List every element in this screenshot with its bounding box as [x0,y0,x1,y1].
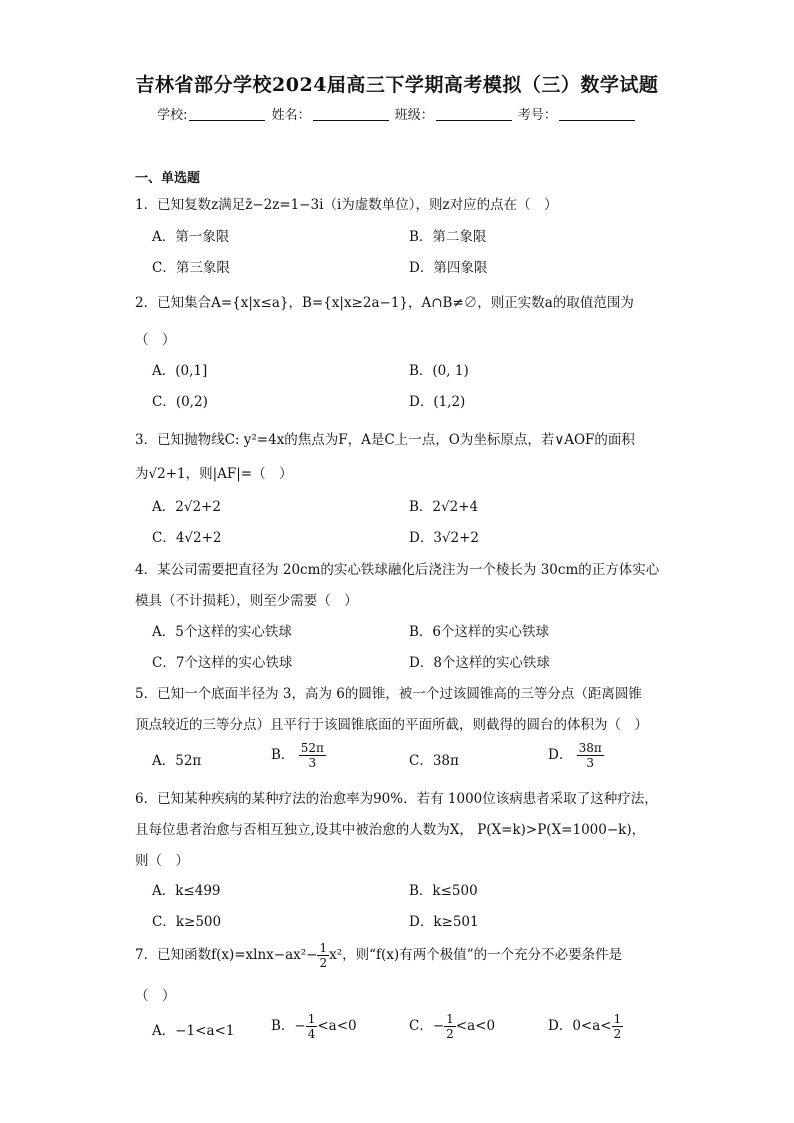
question-7-stem-fraction [317,941,329,970]
question-2-stem-line-2: （ ） [135,332,176,348]
exam-number-blank[interactable] [559,108,635,121]
question-5-stem-line-2: 顶点较近的三等分点）且平行于该圆锥底面的平面所截，则截得的圆台的体积为（ ） [135,717,648,733]
fraction-denominator: 2 [319,956,328,970]
fraction-denominator: 3 [308,756,317,770]
name-blank[interactable] [313,108,389,121]
question-2-option-a: A．(0,1] [152,363,208,379]
question-7-option-c-fraction [444,1012,456,1041]
question-7-option-a: A．−1<a<1 [152,1023,235,1039]
question-1-option-c: C．第三象限 [152,260,230,276]
name-label: 姓名： [271,108,311,123]
question-5-option-d-letter: D． [548,747,573,763]
question-7-option-b-suffix: <a<0 [317,1018,357,1034]
fraction-denominator: 2 [446,1027,454,1041]
question-7-option-b-prefix: B．− [271,1018,306,1034]
question-6-option-b: B．k≤500 [409,883,478,899]
exam-number-label: 考号： [517,108,557,123]
question-5-option-a: A．52π [152,753,202,769]
question-5-option-b-letter: B． [271,747,295,763]
question-5-stem-line-1: 5．已知一个底面半径为 3，高为 6的圆锥，被一个过该圆锥高的三等分点（距离圆锥 [135,686,642,702]
question-7-stem-part-1: 7．已知函数f(x)=xlnx−ax²− [135,947,318,963]
fraction-numerator: 1 [613,1012,622,1026]
question-3-stem-line-2: 为√2+1，则|AF|=（ ） [135,466,293,482]
question-6-option-c: C．k≥500 [152,914,222,930]
question-4-option-a: A．5个这样的实心铁球 [152,624,292,640]
fraction-denominator: 2 [613,1027,622,1041]
fraction-numerator: 1 [319,941,328,955]
class-blank[interactable] [436,108,512,121]
question-6-stem-line-1: 6．已知某种疾病的某种疗法的治愈率为90%．若有 1000位该病患者采取了这种疗法， [135,791,658,807]
question-7-option-c-suffix: <a<0 [455,1018,496,1034]
question-5-option-d [548,741,604,770]
question-6-stem-line-2: 且每位患者治愈与否相互独立,设其中被治愈的人数为X， P(X=k)>P(X=1000−k)， [135,822,646,838]
question-1-stem: 1．已知复数z满足z̄−2z=1−3i（i为虚数单位），则z对应的点在（ ） [135,197,558,213]
fraction-denominator: 4 [307,1027,316,1041]
question-3-stem-line-1: 3．已知抛物线C: y²=4x的焦点为F，A是C上一点，O为坐标原点，若∨AOF的面积 [135,432,635,448]
question-7-option-d [548,1012,623,1041]
question-7-option-c [409,1012,495,1041]
question-1-option-a: A．第一象限 [152,229,230,245]
school-label: 学校: [157,108,188,123]
question-4-option-b: B．6个这样的实心铁球 [409,624,550,640]
question-7-stem-line-1 [135,941,622,970]
fraction-numerator: 52π [300,741,324,755]
class-label: 班级： [394,108,434,123]
section-heading: 一、单选题 [135,171,201,186]
question-5-option-b-fraction [299,741,326,770]
question-3-option-a: A．2√2+2 [152,499,221,515]
question-4-stem-line-2: 模具（不计损耗），则至少需要（ ） [135,593,358,609]
question-2-option-c: C．(0,2) [152,394,208,410]
question-7-option-d-fraction [612,1012,624,1041]
fraction-numerator: 1 [446,1012,454,1026]
question-4-option-c: C．7个这样的实心铁球 [152,655,293,671]
question-4-option-d: D．8个这样的实心铁球 [409,655,550,671]
fraction-denominator: 3 [586,756,595,770]
question-4-stem-line-1: 4．某公司需要把直径为 20cm的实心铁球融化后浇注为一个棱长为 30cm的正方体实心 [135,562,660,578]
question-6-option-a: A．k≤499 [152,883,221,899]
question-7-stem-line-2: （ ） [135,988,176,1004]
question-7-option-b [271,1012,357,1041]
question-5-option-d-fraction [577,741,604,770]
question-7-option-b-fraction [306,1012,318,1041]
question-5-option-b [271,741,326,770]
question-7-stem-part-2: x²，则“f(x)有两个极值”的一个充分不必要条件是 [329,947,623,963]
question-6-stem-line-3: 则（ ） [135,853,189,869]
question-1-option-b: B．第二象限 [409,229,487,245]
school-blank[interactable] [189,108,265,121]
question-2-option-b: B．(0, 1) [409,363,469,379]
question-5-option-c: C．38π [409,753,459,769]
question-1-option-d: D．第四象限 [409,260,488,276]
student-info-line [0,104,794,123]
fraction-numerator: 38π [578,741,602,755]
question-7-option-c-prefix: C．− [409,1018,445,1034]
question-2-option-d: D．(1,2) [409,394,466,410]
question-3-option-b: B．2√2+4 [409,499,479,515]
fraction-numerator: 1 [307,1012,316,1026]
question-7-option-d-prefix: D．0<a< [548,1018,612,1034]
page-title: 吉林省部分学校2024届高三下学期高考模拟（三）数学试题 [135,74,659,96]
question-6-option-d: D．k≥501 [409,914,479,930]
question-3-option-c: C．4√2+2 [152,530,222,546]
question-2-stem-line-1: 2．已知集合A={x|x≤a}，B={x|x≥2a−1}，A∩B≠∅，则正实数a的取值范围为 [135,295,634,311]
question-3-option-d: D．3√2+2 [409,530,480,546]
